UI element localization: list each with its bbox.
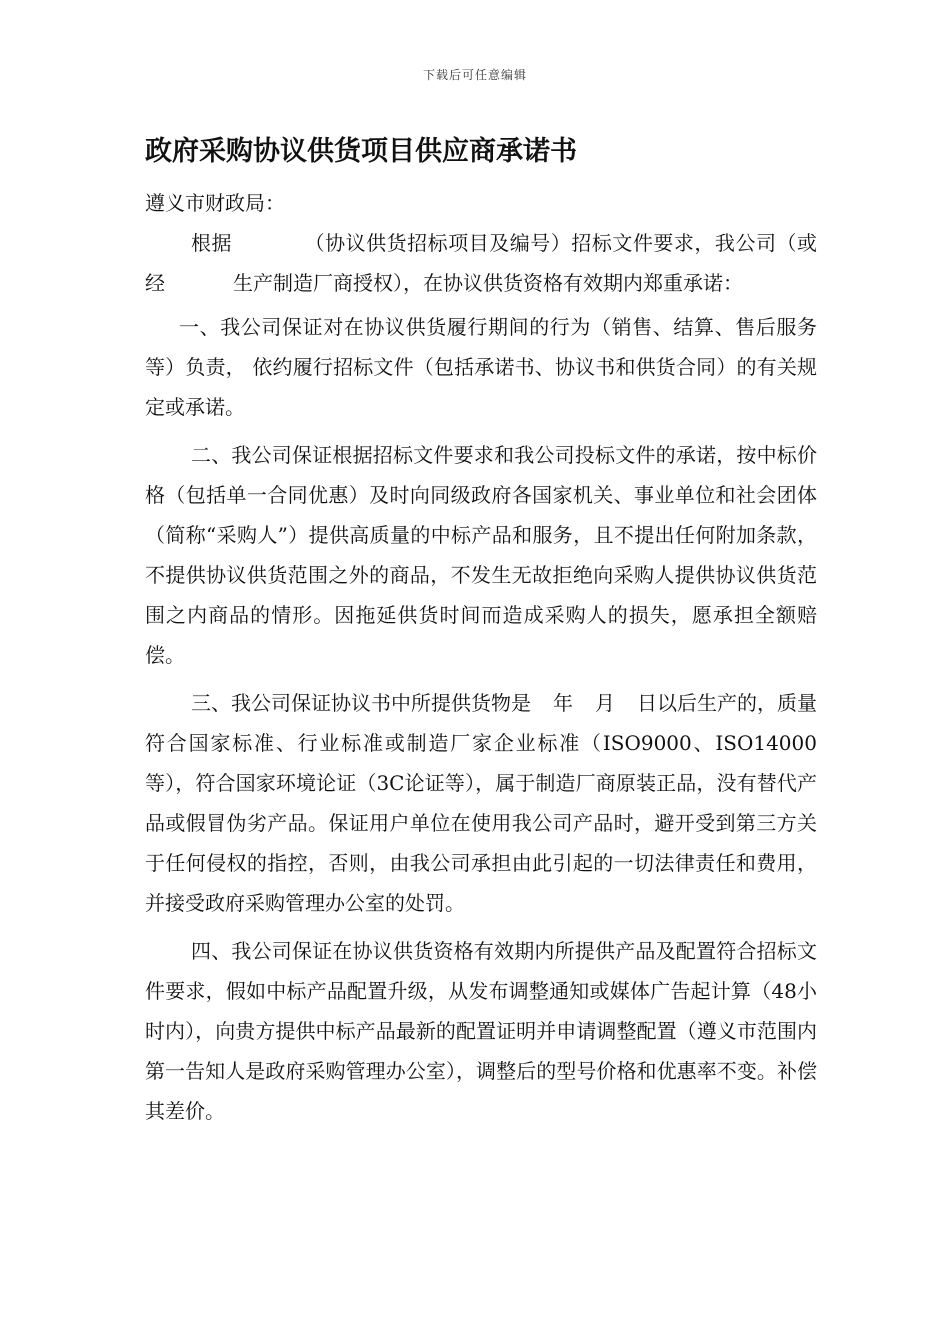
header-note: 下载后可任意编辑 xyxy=(422,68,527,82)
intro-text-2: （协议供货招标项目及编号）招标文件要求，我公司（或经 xyxy=(145,231,818,295)
salutation: 遵义市财政局： xyxy=(145,191,285,215)
clause-3-text-1: 三、我公司保证协议书中所提供货物是 xyxy=(191,691,531,715)
clause-2: 二、我公司保证根据招标文件要求和我公司投标文件的承诺，按中标价格（包括单一合同优惠）及时向同级政府各国家机关、事业单位和社会团体（简称“采购人”）提供高质量的中标产品和服务，且不提出任何附加条款，不提供协议供货范围之外的商品，不发生无故拒绝向采购人提供协议供货范围之内商品的情形。因拖延供货时间而造成采购人的损失，愿承担全额赔偿。 xyxy=(145,443,817,667)
clause-3-month: 月 xyxy=(595,691,615,715)
clause-3-year: 年 xyxy=(553,691,573,715)
clause-4: 四、我公司保证在协议供货资格有效期内所提供产品及配置符合招标文件要求，假如中标产品配置升级，从发布调整通知或媒体广告起计算（48小时内），向贵方提供中标产品最新的配置证明并申请调整配置（遵义市范围内第一告知人是政府采购管理办公室），调整后的型号价格和优惠率不变。补偿其差价。 xyxy=(145,939,817,1123)
clause-3 xyxy=(145,683,817,923)
intro-paragraph xyxy=(145,223,817,303)
intro-text-1: 根据 xyxy=(191,231,233,255)
document-body xyxy=(145,183,817,1131)
clause-1: 一、我公司保证对在协议供货履行期间的行为（销售、结算、售后服务等）负责， 依约履行招标文件（包括承诺书、协议书和供货合同）的有关规定或承诺。 xyxy=(145,315,817,419)
intro-text-3: 生产制造厂商授权），在协议供货资格有效期内郑重承诺： xyxy=(233,271,743,295)
document-title: 政府采购协议供货项目供应商承诺书 xyxy=(145,136,577,167)
clause-3-text-2: 日以后生产的，质量符合国家标准、行业标准或制造厂家企业标准（ISO9000、ISO14000等），符合国家环境论证（3C论证等），属于制造厂商原装正品，没有替代产品或假冒伪劣产品。保证用户单位在使用我公司产品时，避开受到第三方关于任何侵权的指控，否则，由我公司承担由此引起的一切法律责任和费用，并接受政府采购管理办公室的处罚。 xyxy=(145,691,817,915)
